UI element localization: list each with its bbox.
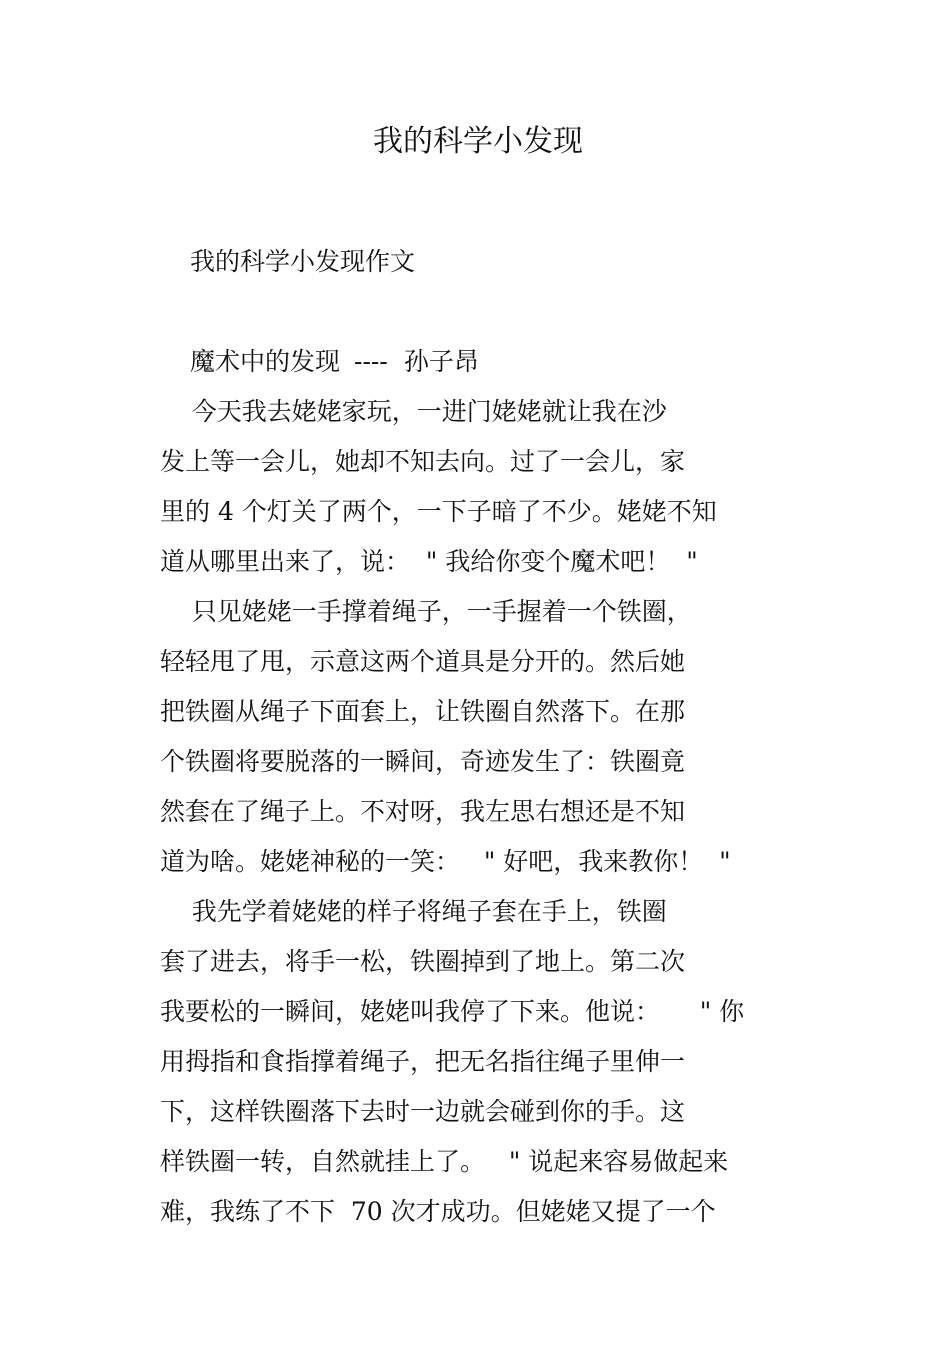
body-line: 套了进去，将手一松，铁圈掉到了地上。第二次 — [160, 947, 686, 976]
body-line: 用拇指和食指撑着绳子，把无名指往绳子里伸一 — [160, 1047, 686, 1076]
body-line: 难，我练了不下 70 次才成功。但姥姥又提了一个 — [160, 1197, 716, 1226]
author-name: 孙子昂 — [403, 347, 479, 376]
body-line: 我先学着姥姥的样子将绳子套在手上，铁圈 — [160, 897, 667, 926]
essay-byline — [190, 345, 479, 379]
body-line: 道从哪里出来了，说： " 我给你变个魔术吧！ " — [160, 547, 698, 576]
body-line: 今天我去姥姥家玩，一进门姥姥就让我在沙 — [160, 397, 667, 426]
body-line: 下，这样铁圈落下去时一边就会碰到你的手。这 — [160, 1097, 686, 1126]
document-subtitle: 我的科学小发现作文 — [190, 247, 416, 276]
body-line: 把铁圈从绳子下面套上，让铁圈自然落下。在那 — [160, 697, 686, 726]
document-title: 我的科学小发现 — [373, 124, 583, 159]
body-line: 我要松的一瞬间，姥姥叫我停了下来。他说： " 你 — [160, 997, 745, 1026]
body-line: 个铁圈将要脱落的一瞬间，奇迹发生了：铁圈竟 — [160, 747, 686, 776]
body-line: 发上等一会儿，她却不知去向。过了一会儿，家 — [160, 447, 686, 476]
essay-heading: 魔术中的发现 — [190, 347, 341, 376]
body-line: 样铁圈一转，自然就挂上了。 " 说起来容易做起来 — [160, 1147, 729, 1176]
body-line: 道为啥。姥姥神秘的一笑： " 好吧，我来教你！ " — [160, 847, 731, 876]
body-line: 轻轻甩了甩，示意这两个道具是分开的。然后她 — [160, 647, 686, 676]
body-line: 里的 4 个灯关了两个，一下子暗了不少。姥姥不知 — [160, 497, 717, 526]
body-line: 然套在了绳子上。不对呀，我左思右想还是不知 — [160, 797, 686, 826]
byline-separator: ---- — [354, 347, 388, 376]
body-line: 只见姥姥一手撑着绳子，一手握着一个铁圈， — [160, 597, 692, 626]
